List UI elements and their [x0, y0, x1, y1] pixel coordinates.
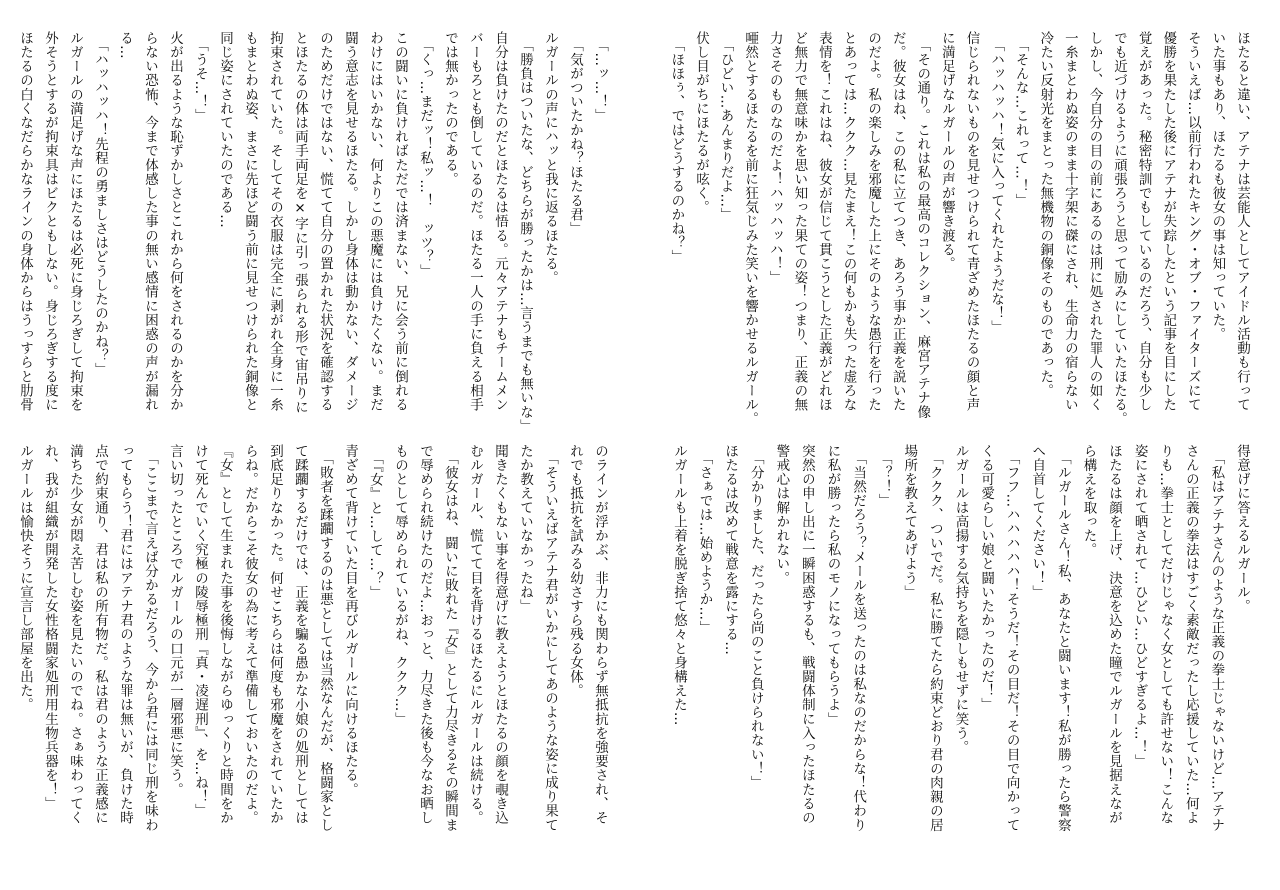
text-line: ルガールの声にハッと我に返るほたる。 — [542, 31, 558, 285]
text-line: ルガールも上着を脱ぎ捨て悠々と身構えた… — [670, 444, 687, 726]
text-line: ルガールの満足げな声にほたるは必死に身じろぎして拘束を — [67, 31, 83, 412]
text-line: 伏し目がちにほたるが呟く。 — [692, 31, 709, 215]
text-line: ほたるの白くなだらかなラインの身体からはうっすらと肋骨 — [17, 31, 33, 412]
text-line: いた事もあり、ほたるも彼女の事は知っていた。 — [1209, 31, 1226, 342]
text-line: ルガールは高揚する気持ちを隠しもせずに笑う。 — [952, 444, 969, 755]
text-line: 「さぁでは…始めようか…」 — [696, 444, 713, 635]
text-line: 表情を！これはね、彼女が信じて貫こうとした正義がどれほ — [815, 31, 832, 412]
text-line: れでも抵抗を試みる幼さすら残る女体。 — [567, 444, 583, 698]
text-line: のためだけではない、慌てて自分の置かれた状況を確認する — [317, 31, 333, 412]
text-line: 場所を教えてあげよう」 — [901, 444, 918, 600]
text-line: 一糸まとわぬ姿のまま十字架に磔にされ、生命力の宿らない — [1061, 31, 1078, 412]
text-line: 自分は負けたのだとほたるは悟る。元々アテナもチームメン — [492, 31, 508, 412]
text-line: ものとして辱められているがね、ククク…」 — [392, 444, 408, 726]
left-page-upper-text-block — [12, 31, 612, 434]
text-line: 警戒心は解かれない。 — [773, 444, 790, 585]
text-line: 「ほほぅ、ではどうするのかね？」 — [668, 31, 685, 264]
text-line: 聞きたくもない事を得意げに教えようとほたるの顔を覗き込 — [492, 444, 508, 825]
text-line: らない恐怖、今まで体感した事の無い感情に困惑の声が漏れ — [142, 31, 158, 412]
text-line: らね。だからこそ彼女の為に考えて準備しておいたのだよ。 — [242, 444, 258, 825]
text-line: わけにはいかない、何よりこの悪魔には負けたくない。まだ — [367, 31, 383, 412]
text-line: のラインが浮かぶ、非力にも関わらず無抵抗を強要され、そ — [592, 444, 608, 825]
text-line: とほたるの体は両手両足を×字に引っ張られる形で宙吊りに — [292, 31, 308, 415]
text-line: ってもらう！君にはアテナ君のような罪は無いが、負けた時 — [117, 444, 133, 825]
text-line: りも…拳士としてだけじゃなく女としても許せない！こんな — [1157, 444, 1174, 825]
text-line: 得意げに答えるルガール。 — [1234, 444, 1250, 614]
text-line: で辱められ続けたのだよ…おっと、力尽きた後も今なお晒し — [417, 444, 433, 825]
text-line: 「ここまで言えば分かるだろう、今から君には同じ刑を味わ — [142, 444, 158, 833]
text-line: 「…ッ…！」 — [592, 31, 608, 123]
text-line: ほたるは改めて戦意を露にする… — [722, 444, 739, 656]
text-line: に満足げなルガールの声が響き渡る。 — [938, 31, 955, 271]
text-line: でも近づけるように頑張ろうと思って励みにしていたほたる。 — [1111, 31, 1128, 426]
text-line: 闘う意志を見せるほたる。しかし身体は動かない、ダメージ — [342, 31, 358, 412]
text-line: もまとわぬ姿、まさに先ほど闘う前に見せつけられた銅像と — [242, 31, 258, 412]
text-line: 姿にされて晒されて…ひどい…ひどすぎるよ…！」 — [1131, 444, 1148, 769]
text-line: 「くっ…まだッ！私ッ…！ ッツ？」 — [417, 31, 433, 279]
text-line: 覚えがあった。秘密特訓でもしているのだろう、自分も少し — [1135, 31, 1152, 412]
text-line: バーもろとも倒しているのだ。ほたる一人の手に負える相手 — [467, 31, 483, 412]
text-line: 「勝負はついたな、どちらが勝ったかは…言うまでも無いな」 — [517, 31, 533, 434]
text-line: 満ちた少女が悶え苦しむ姿を見たいのでね。さぁ味わってく — [67, 444, 83, 825]
lower-text-band — [12, 444, 1254, 833]
left-page-lower-text-block — [12, 444, 612, 833]
text-line: 「ククク、ついでだ。私に勝てたら約束どおり君の肉親の居 — [926, 444, 943, 833]
text-line: しかし、今自分の目の前にあるのは刑に処された罪人の如く — [1086, 31, 1103, 412]
text-line: ら構えを取った。 — [1080, 444, 1097, 557]
text-line: 「ひどい…あんまりだよ…」 — [717, 31, 734, 222]
text-line: 点で約束通り、君は私の所有物だ。私は君のような正義感に — [92, 444, 108, 825]
text-line: では無かったのである。 — [442, 31, 458, 187]
text-line: 「当然だろう？メールを送ったのは私なのだからな！代わり — [850, 444, 867, 833]
text-line: 「分かりました、だったら尚のこと負けられない！」 — [747, 444, 764, 790]
text-line: むルガール、慌てて目を背けるほたるにルガールは続ける。 — [467, 444, 483, 825]
text-line: とあっては…ククク…見たまえ！この何もかも失った虚ろな — [840, 31, 857, 412]
text-line: 「気がついたかね？ほたる君」 — [567, 31, 583, 236]
text-line: 「うそ…！」 — [192, 31, 208, 123]
text-line: に私が勝ったら私のモノになってもらうよ」 — [824, 444, 841, 726]
text-line: 「そういえばアテナ君がいかにしてあのような姿に成り果て — [542, 444, 558, 833]
text-line: たか教えていなかったね」 — [517, 444, 533, 614]
text-line: 「？！」 — [875, 444, 892, 508]
upper-text-band — [12, 31, 1254, 434]
text-line: そういえば…以前行われたキング・オブ・ファイターズにて — [1184, 31, 1201, 412]
text-line: 突然の申し出に一瞬困惑するも、戦闘体制に入ったほたるの — [798, 444, 815, 825]
text-line: 力さそのものなのだよ！ハッハッハ！」 — [766, 31, 783, 285]
text-line: のだよ。私の楽しみを邪魔した上にそのような愚行を行った — [865, 31, 882, 412]
text-line: れ、我が組織が開発した女性格闘家処刑用生物兵器を！」 — [42, 444, 58, 811]
text-line: 到底足りなかった。何せこちらは何度も邪魔をされていたか — [267, 444, 283, 825]
text-line: 「その通り。これは私の最高のコレクション、麻宮アテナ像 — [914, 31, 931, 420]
text-line: へ自首してください！」 — [1029, 444, 1046, 600]
text-line: さんの正義の拳法はすごく素敵だったし応援していた…何よ — [1182, 444, 1199, 825]
text-line: 「ハッハッハ！気に入ってくれたようだな！」 — [988, 31, 1005, 335]
text-line: 信じられないものを見せつけられて青ざめたほたるの顔と声 — [963, 31, 980, 412]
text-line: 同じ姿にされていたのである… — [217, 31, 233, 229]
text-line: 「ルガールさん！私、あなたと闘います！私が勝ったら警察 — [1054, 444, 1071, 833]
text-line: 「フフ…ハハハハハ！そうだ！その目だ！その目で向かって — [1003, 444, 1020, 833]
text-line: る… — [117, 31, 133, 60]
text-line: 唖然とするほたるを前に狂気じみた笑いを響かせるルガール。 — [742, 31, 759, 426]
text-line: 「敗者を蹂躙するのは悪としては当然なんだが、格闘家とし — [317, 444, 333, 833]
text-line: ど無力で無意味かを思い知った果ての姿！つまり、正義の無 — [791, 31, 808, 412]
text-line: 優勝を果たした後にアテナが失踪したという記事を目にした — [1160, 31, 1177, 412]
text-line: 「私はアテナさんのような正義の拳士じゃないけど…アテナ — [1208, 444, 1225, 833]
text-line: 外そうとするが拘束具はビクともしない。身じろぎする度に — [42, 31, 58, 412]
text-line: 冷たい反射光をまとった無機物の銅像そのものであった。 — [1037, 31, 1054, 398]
text-line: 「『女』と…して…？」 — [367, 444, 383, 600]
right-page-upper-text-block — [664, 31, 1254, 426]
text-line: 火が出るような恥ずかしさとこれから何をされるのかを分か — [167, 31, 183, 412]
text-line: 「彼女はね、闘いに敗れた『女』として力尽きるその瞬間ま — [442, 444, 458, 833]
text-line: けて死んでいく究極の陵辱極刑『真・凌遅刑』、を…ね！」 — [192, 444, 208, 818]
text-line: 言い切ったところでルガールの口元が一層邪悪に笑う。 — [167, 444, 183, 797]
text-line: この闘いに負ければただでは済まない、兄に会う前に倒れる — [392, 31, 408, 412]
right-page-lower-text-block — [664, 444, 1254, 833]
text-line: ルガールは愉快そうに宣言し部屋を出た。 — [17, 444, 33, 712]
text-line: 「ハッハッハ！先程の勇ましさはどうしたのかね？」 — [92, 31, 108, 377]
text-line: だ。彼女はね、この私に立てつき、あろう事か正義を説いた — [889, 31, 906, 412]
text-line: ほたると違い、アテナは芸能人としてアイドル活動も行って — [1234, 31, 1250, 412]
text-line: 青ざめて背けていた目を再びルガールに向けるほたる。 — [342, 444, 358, 797]
text-line: 『女』として生まれた事を後悔しながらゆっくりと時間をか — [217, 444, 233, 825]
text-line: て蹂躙するだけでは、正義を騙る愚かな小娘の処刑としては — [292, 444, 308, 825]
text-line: 拘束されていた。そしてその衣服は完全に剥がれ全身に一糸 — [267, 31, 283, 412]
text-line: 「そんな…これって…！」 — [1012, 31, 1029, 208]
text-line: ほたるは顔を上げ、決意を込めた瞳でルガールを見据えなが — [1106, 444, 1123, 825]
text-line: くる可愛らしい娘と闘いたかったのだ！」 — [978, 444, 995, 712]
